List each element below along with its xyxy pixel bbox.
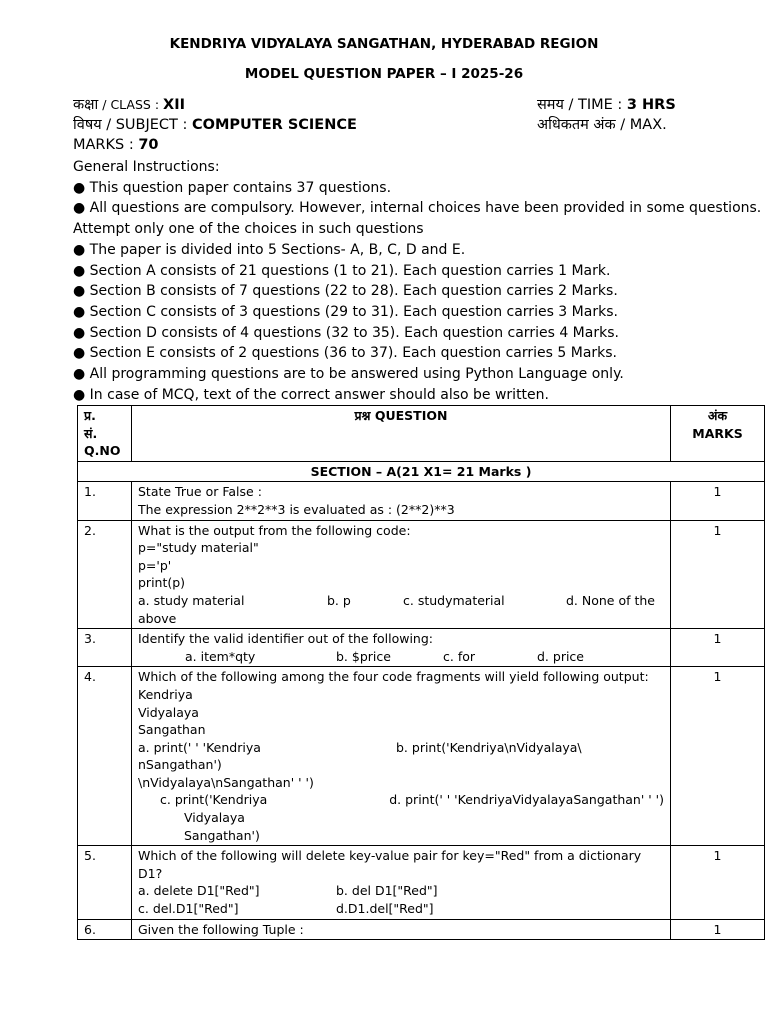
header-marks-hindi: अंक	[707, 408, 728, 423]
table-row	[78, 629, 765, 667]
class-hindi: कक्षा	[73, 97, 99, 113]
question-line: Which of the following will delete key-value pair for key="Red" from a dictionary	[138, 848, 642, 864]
paper-title: MODEL QUESTION PAPER – I 2025-26	[244, 66, 524, 82]
question-marks: 1	[671, 520, 765, 629]
question-number: 6.	[78, 919, 132, 940]
table-row	[78, 667, 765, 846]
table-row	[78, 919, 765, 940]
class-line	[73, 95, 185, 115]
option-b: b. print('Kendriya\nVidyalaya\	[396, 739, 582, 755]
question-line: The expression 2**2**3 is evaluated as : (2**2)**3	[138, 501, 455, 517]
table-row	[78, 482, 765, 520]
question-line: State True or False :	[138, 484, 262, 500]
output-line: Kendriya	[138, 686, 193, 702]
options-row	[138, 739, 664, 757]
instruction-item: ● All questions are compulsory. However, internal choices have been provided in some questions.	[73, 200, 762, 217]
org-title: KENDRIYA VIDYALAYA SANGATHAN, HYDERABAD REGION	[169, 36, 599, 52]
question-table	[77, 405, 765, 940]
instruction-item: ● Section A consists of 21 questions (1 to 21). Each question carries 1 Mark.	[73, 262, 611, 279]
table-header-row	[78, 406, 765, 462]
option-c-continued: Sangathan')	[184, 827, 260, 843]
instruction-item: ● Section E consists of 2 questions (36 to 37). Each question carries 5 Marks.	[73, 345, 618, 362]
marks-label: / MAX.	[615, 117, 667, 133]
header-qno	[78, 406, 132, 462]
option-c: c. print('Kendriya	[160, 792, 268, 808]
option-d: d.D1.del["Red"]	[336, 901, 434, 917]
code-line: p='p'	[138, 557, 172, 573]
time-value: 3 HRS	[626, 97, 676, 113]
question-marks: 1	[671, 482, 765, 520]
options-row	[138, 648, 664, 666]
question-text	[132, 629, 671, 667]
options-row	[138, 900, 664, 918]
instruction-item: ● Section C consists of 3 questions (29 to 31). Each question carries 3 Marks.	[73, 303, 618, 320]
marks-label-2: MARKS :	[73, 137, 139, 153]
general-instructions	[73, 157, 762, 405]
question-marks: 1	[671, 667, 765, 846]
option-c: c. del.D1["Red"]	[138, 901, 239, 917]
output-line: Sangathan	[138, 722, 206, 738]
header-marks	[671, 406, 765, 462]
table-row	[78, 846, 765, 919]
table-row	[78, 520, 765, 629]
question-text	[132, 482, 671, 520]
question-text	[132, 667, 671, 846]
instruction-item: Attempt only one of the choices in such questions	[73, 221, 424, 238]
header-marks-english: MARKS	[692, 425, 743, 441]
header-question-hindi: प्रश्न	[354, 408, 371, 423]
question-line: Given the following Tuple :	[138, 921, 304, 937]
question-text	[132, 520, 671, 629]
question-line: What is the output from the following code:	[138, 522, 411, 538]
option-b-continued: nSangathan')	[138, 757, 222, 773]
subject-label: / SUBJECT :	[101, 117, 193, 133]
instruction-item: ● All programming questions are to be answered using Python Language only.	[73, 366, 624, 383]
options-row	[138, 791, 664, 809]
class-value: XII	[163, 97, 185, 113]
question-line: D1?	[138, 865, 163, 881]
question-number: 4.	[78, 667, 132, 846]
code-line: print(p)	[138, 575, 186, 591]
question-number: 2.	[78, 520, 132, 629]
instruction-item: ● The paper is divided into 5 Sections- A, B, C, D and E.	[73, 241, 466, 258]
option-a: a. study material	[138, 592, 245, 608]
instruction-item: ● Section D consists of 4 questions (32 to 35). Each question carries 4 Marks.	[73, 324, 619, 341]
time-label: / TIME :	[563, 97, 627, 113]
option-d-continued: above	[138, 610, 177, 626]
section-a-heading: SECTION – A(21 X1= 21 Marks )	[78, 461, 765, 482]
time-hindi: समय	[537, 97, 564, 113]
subject-hindi: विषय	[73, 117, 102, 133]
instruction-item: ● In case of MCQ, text of the correct answer should also be written.	[73, 386, 549, 403]
subject-value: COMPUTER SCIENCE	[192, 117, 357, 133]
question-marks: 1	[671, 919, 765, 940]
option-a: a. delete D1["Red"]	[138, 883, 260, 899]
option-b: b. del D1["Red"]	[336, 883, 438, 899]
header-qno-english: Q.NO	[84, 443, 121, 459]
header-question-english: QUESTION	[374, 408, 448, 423]
option-a: a. print(' ' 'Kendriya	[138, 739, 261, 755]
header-qno-hindi-2: सं.	[84, 425, 98, 441]
question-text	[132, 919, 671, 940]
question-line: Identify the valid identifier out of the following:	[138, 631, 433, 647]
marks-line	[73, 135, 159, 155]
options-row	[138, 882, 664, 900]
code-line: p="study material"	[138, 540, 259, 556]
question-number: 1.	[78, 482, 132, 520]
instructions-heading: General Instructions:	[73, 159, 220, 175]
question-text	[132, 846, 671, 919]
option-c: c. studymaterial	[403, 592, 505, 608]
options-row	[138, 592, 664, 610]
option-d: d. print(' ' 'KendriyaVidyalayaSangathan' ' ')	[389, 792, 664, 808]
option-b: b. $price	[336, 648, 391, 664]
option-d: d. None of the	[566, 592, 656, 608]
option-a-continued: \nVidyalaya\nSangathan' ' ')	[138, 774, 314, 790]
max-marks-line	[537, 115, 667, 135]
marks-value: 70	[138, 137, 159, 153]
instruction-item: ● Section B consists of 7 questions (22 to 28). Each question carries 2 Marks.	[73, 283, 618, 300]
header-qno-hindi-1: प्र.	[84, 408, 96, 423]
question-marks: 1	[671, 846, 765, 919]
question-marks: 1	[671, 629, 765, 667]
option-c-continued: Vidyalaya	[184, 810, 245, 826]
question-number: 3.	[78, 629, 132, 667]
option-c: c. for	[443, 648, 476, 664]
instruction-item: ● This question paper contains 37 questions.	[73, 179, 392, 196]
class-label: / CLASS :	[98, 97, 164, 112]
section-a-row	[78, 461, 765, 482]
time-line	[537, 95, 676, 115]
subject-line	[73, 115, 357, 135]
option-d: d. price	[537, 648, 584, 664]
output-line: Vidyalaya	[138, 704, 199, 720]
question-line: Which of the following among the four code fragments will yield following output:	[138, 669, 649, 685]
marks-hindi: अधिकतम अंक	[537, 117, 616, 133]
option-b: b. p	[327, 592, 351, 608]
question-number: 5.	[78, 846, 132, 919]
header-question	[132, 406, 671, 462]
option-a: a. item*qty	[185, 648, 256, 664]
